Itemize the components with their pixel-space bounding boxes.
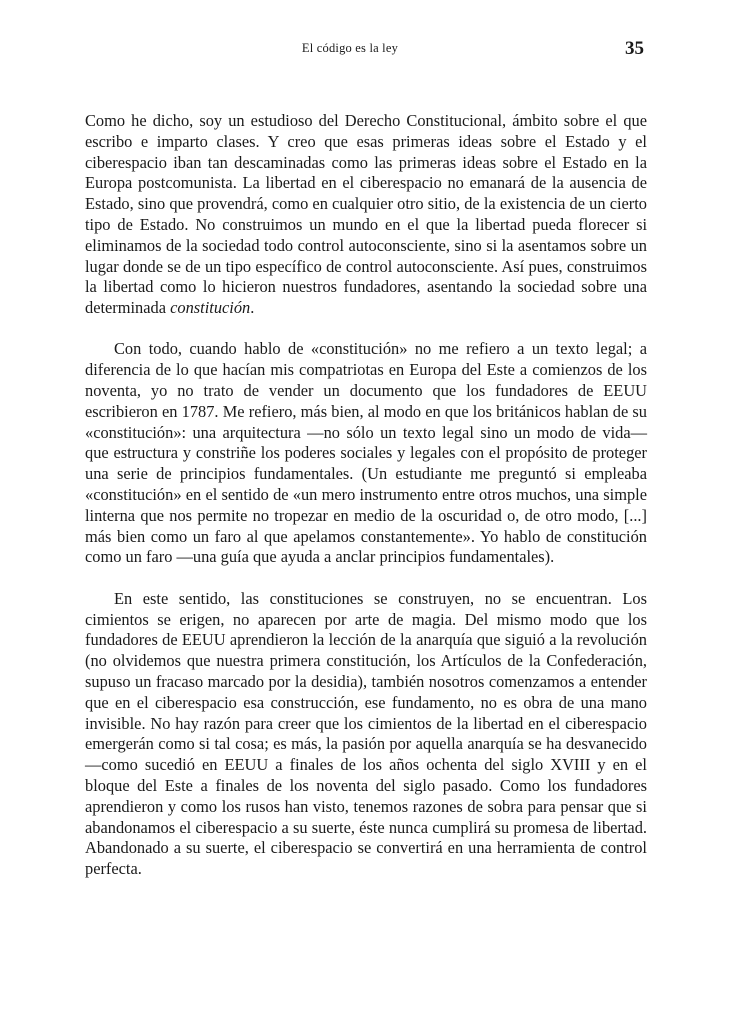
running-title: El código es la ley bbox=[301, 41, 399, 55]
running-head bbox=[0, 38, 729, 62]
paragraph-1-text: Como he dicho, soy un estudioso del Derecho Constitucional, ámbito sobre el que escribo e imparto clases. Y creo que esas primeras ideas sobre el Estado y el ciberespacio iban tan descaminadas como las primeras ideas sobre el Estado en la Europa postcomunista. La libertad en el ciberespacio no emanará de la ausencia de Estado, sino que provendrá, como en cualquier otro sitio, de la existencia de un cierto tipo de Estado. No construimos un mundo en el que la libertad pueda florecer si eliminamos de la sociedad todo control autoconsciente, sino si la asentamos sobre un lugar donde se de un tipo específico de control autoconsciente. Así pues, construimos la libertad como lo hicieron nuestros fundadores, asentando la sociedad sobre una determinada bbox=[85, 111, 647, 318]
paragraph-2: Con todo, cuando hablo de «constitución» no me refiero a un texto legal; a diferencia de lo que hacían mis compatriotas en Europa del Este a comienzos de los noventa, yo no trato de vender un documento que los fundadores de EEUU escribieron en 1787. Me refiero, más bien, al modo en que los británicos hablan de su «constitución»: una arquitectura —no sólo un texto legal sino un modo de vida— que estructura y constriñe los poderes sociales y legales con el propósito de proteger una serie de principios fundamentales. (Un estudiante me preguntó si empleaba «constitución» en el sentido de «un mero instrumento entre otros muchos, una simple linterna que nos permite no tropezar en medio de la oscuridad o, de otro modo, [...] más bien como un faro al que apelamos constantemente». Yo hablo de constitución como un faro —una guía que ayuda a anclar principios fundamentales). bbox=[85, 339, 647, 567]
paragraph-3: En este sentido, las constituciones se construyen, no se encuentran. Los cimientos se erigen, no aparecen por arte de magia. Del mismo modo que los fundadores de EEUU aprendieron la lección de la anarquía que siguió a la revolución (no olvidemos que nuestra primera constitución, los Artículos de la Confederación, supuso un fracaso marcado por la desidia), también nosotros comenzamos a entender que en el ciberespacio esa construcción, ese fundamento, no es obra de una mano invisible. No hay razón para creer que los cimientos de la libertad en el ciberespacio emergerán como si tal cosa; es más, la pasión por aquella anarquía se ha desvanecido —como sucedió en EEUU a finales de los años ochenta del siglo XVIII y en el bloque del Este a finales de los noventa del siglo pasado. Como los fundadores aprendieron y como los rusos han visto, tenemos razones de sobra para pensar que si abandonamos el ciberespacio a su suerte, éste nunca cumplirá su promesa de libertad. Abandonado a su suerte, el ciberespacio se convertirá en una herramienta de control perfecta. bbox=[85, 588, 647, 879]
paragraph-1-end: . bbox=[250, 298, 255, 318]
page-number: 35 bbox=[625, 38, 644, 59]
body-text bbox=[85, 111, 647, 880]
paragraph-1-emphasis: constitución bbox=[170, 298, 251, 318]
paragraph-1 bbox=[85, 111, 647, 319]
